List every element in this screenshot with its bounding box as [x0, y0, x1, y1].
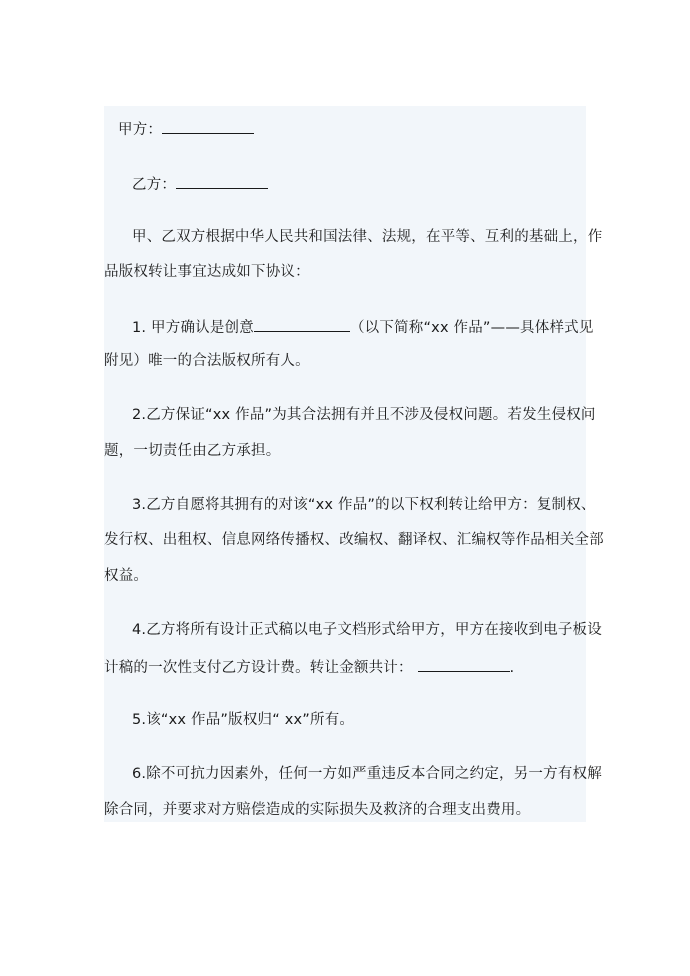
clause-1-line-2: 附见）唯一的合法版权所有人。: [104, 353, 310, 369]
party-a-blank: [162, 118, 254, 134]
clause-4-line-2: [104, 656, 514, 678]
clause-1-text-b: （以下简称“xx 作品”——具体样式见: [349, 320, 594, 336]
clause-1-text-a: 1. 甲方确认是创意: [132, 320, 254, 336]
clause-6-line-1: 6.除不可抗力因素外，任何一方如严重违反本合同之约定，另一方有权解: [132, 766, 602, 782]
intro-line-1: 甲、乙双方根据中华人民共和国法律、法规，在平等、互利的基础上，作: [132, 229, 603, 245]
clause-3-line-1: 3.乙方自愿将其拥有的对该“xx 作品”的以下权利转让给甲方：复制权、: [132, 497, 596, 513]
party-b-line: [132, 173, 268, 195]
clause-3-line-2: 发行权、出租权、信息网络传播权、改编权、翻译权、汇编权等作品相关全部: [104, 532, 604, 548]
party-b-label: 乙方：: [132, 177, 177, 193]
clause-1-line-1: [132, 316, 594, 338]
party-a-label: 甲方：: [118, 122, 163, 138]
clause-2-line-2: 题，一切责任由乙方承担。: [104, 443, 281, 459]
clause-1-blank: [254, 316, 350, 332]
clause-4-line-1: 4.乙方将所有设计正式稿以电子文档形式给甲方，甲方在接收到电子板设: [132, 622, 602, 638]
intro-line-2: 品版权转让事宜达成如下协议：: [104, 264, 310, 280]
clause-4-text-b: .: [509, 660, 515, 676]
transfer-amount-blank: [418, 656, 510, 672]
clause-6-line-2: 除合同，并要求对方赔偿造成的实际损失及救济的合理支出费用。: [104, 802, 531, 818]
party-b-blank: [176, 173, 268, 189]
party-a-line: [118, 118, 254, 140]
clause-3-line-3: 权益。: [104, 568, 149, 584]
clause-4-text-a: 计稿的一次性支付乙方设计费。转让金额共计：: [104, 660, 413, 676]
clause-2-line-1: 2.乙方保证“xx 作品”为其合法拥有并且不涉及侵权问题。若发生侵权问: [132, 407, 596, 423]
clause-5-line-1: 5.该“xx 作品”版权归“ xx”所有。: [132, 712, 355, 728]
